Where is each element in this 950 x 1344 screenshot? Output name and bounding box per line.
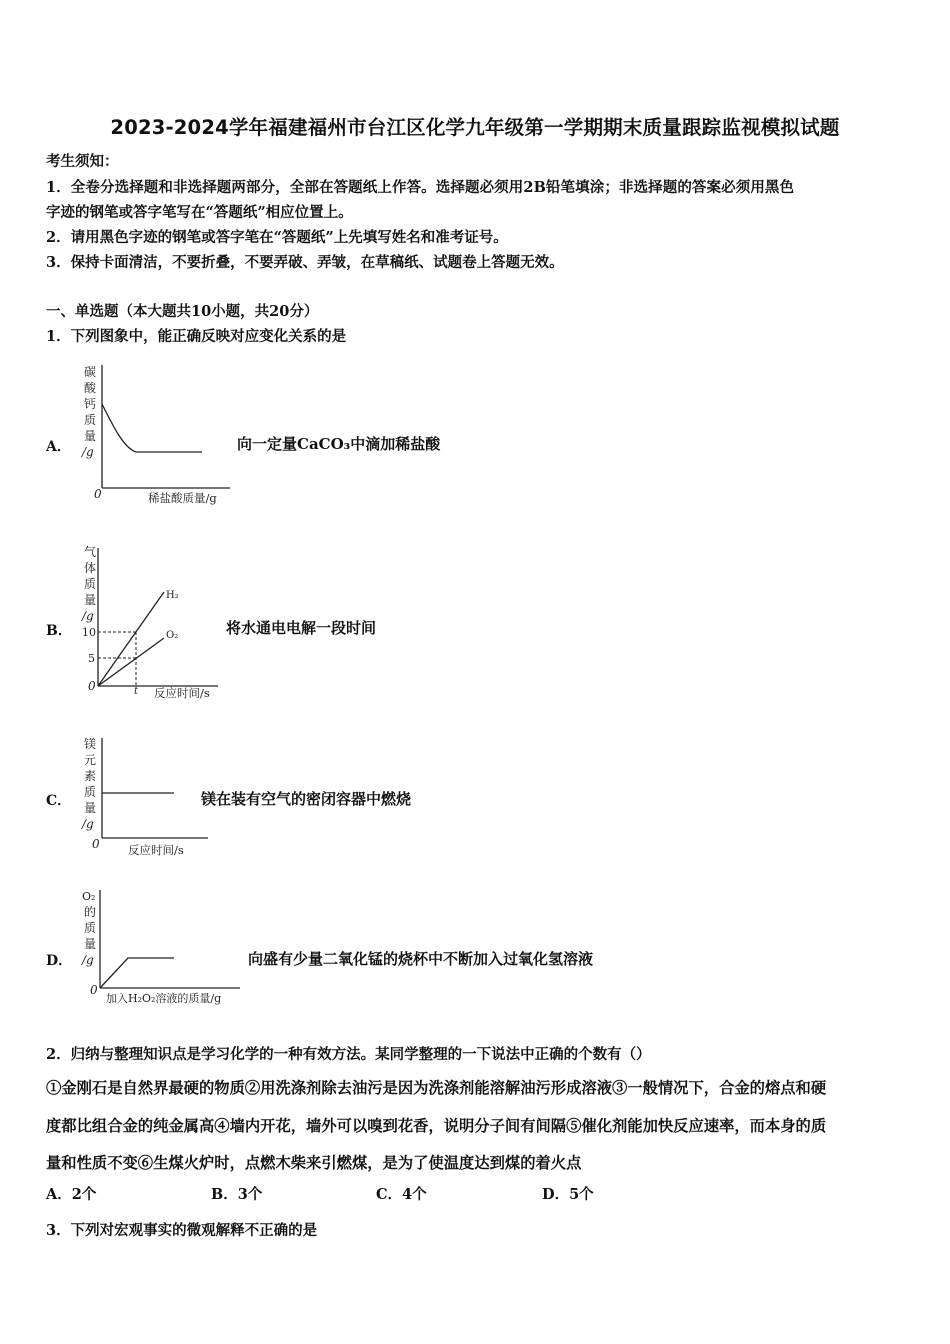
option-c-letter: C． — [46, 793, 72, 809]
y-label: 素 — [84, 769, 97, 783]
tick-label: 10 — [82, 626, 96, 639]
y-label: 气 — [84, 545, 97, 559]
option-b-caption: 将水通电电解一段时间 — [226, 619, 377, 637]
option-a-graph — [70, 360, 240, 510]
y-label: 钙 — [84, 397, 97, 411]
option-c-caption: 镁在装有空气的密闭容器中燃烧 — [201, 790, 412, 808]
question-2-line: 度都比组合金的纯金属高④墙内开花，墙外可以嗅到花香，说明分子间有间隔⑤催化剂能加快反应速率，而本身的质 — [46, 1117, 827, 1135]
o2-line — [98, 638, 164, 686]
notice-heading: 考生须知： — [46, 153, 119, 170]
option-b-letter: B． — [46, 623, 72, 639]
notice-item: 1．全卷分选择题和非选择题两部分，全部在答题纸上作答。选择题必须用2B铅笔填涂；非选择题的答案必须用黑色 — [46, 179, 795, 196]
y-label: 碳 — [84, 365, 97, 379]
question-1-stem: 1．下列图象中，能正确反映对应变化关系的是 — [46, 328, 347, 345]
y-label: 镁 — [84, 737, 97, 751]
x-label: 反应时间/s — [128, 843, 184, 857]
y-label: 的 — [84, 905, 97, 919]
q2-option-c: C．4个 — [376, 1186, 427, 1203]
y-label: 元 — [84, 753, 97, 767]
origin-label: 0 — [90, 983, 98, 997]
h2-line — [98, 592, 164, 686]
question-2-line: ①金刚石是自然界最硬的物质②用洗涤剂除去油污是因为洗涤剂能溶解油污形成溶液③一般情况下，合金的熔点和硬 — [46, 1079, 827, 1097]
option-d-letter: D． — [46, 953, 73, 969]
origin-label: 0 — [88, 679, 96, 693]
question-2-line: 量和性质不变⑥生煤火炉时，点燃木柴来引燃煤，是为了使温度达到煤的着火点 — [46, 1154, 582, 1172]
notice-item: 字迹的钢笔或答字笔写在“答题纸”相应位置上。 — [46, 204, 353, 221]
y-label: 体 — [84, 561, 97, 575]
y-label: 量 — [84, 593, 97, 607]
option-a-letter: A． — [46, 439, 71, 455]
y-label: 质 — [84, 577, 97, 591]
y-label: /g — [82, 953, 94, 967]
origin-label: 0 — [92, 837, 100, 851]
option-d-caption: 向盛有少量二氧化锰的烧杯中不断加入过氧化氢溶液 — [248, 950, 594, 968]
option-a-caption: 向一定量CaCO₃中滴加稀盐酸 — [237, 435, 441, 453]
y-label: 质 — [84, 785, 97, 799]
curve — [102, 404, 202, 452]
q2-option-a: A．2个 — [46, 1186, 97, 1203]
y-label: /g — [82, 445, 94, 459]
question-3-stem: 3．下列对宏观事实的微观解释不正确的是 — [46, 1222, 318, 1239]
origin-label: 0 — [94, 487, 102, 501]
option-d-graph — [70, 884, 255, 1010]
y-label: 量 — [84, 937, 97, 951]
series-label: O₂ — [166, 630, 179, 641]
y-label: /g — [82, 817, 94, 831]
x-label: 加入H₂O₂溶液的质量/g — [106, 992, 222, 1005]
y-label: 量 — [84, 429, 97, 443]
y-label: 质 — [84, 921, 97, 935]
y-label: /g — [82, 609, 94, 623]
option-b-graph — [70, 542, 240, 702]
y-label: 质 — [84, 413, 97, 427]
y-label: O₂ — [82, 890, 96, 903]
notice-item: 2．请用黑色字迹的钢笔或答字笔在“答题纸”上先填写姓名和准考证号。 — [46, 229, 508, 246]
section-heading: 一、单选题（本大题共10小题，共20分） — [46, 303, 319, 320]
x-label: 反应时间/s — [154, 686, 210, 700]
t-label: t — [134, 686, 139, 697]
y-label: 酸 — [84, 381, 97, 395]
q2-option-d: D．5个 — [542, 1186, 594, 1203]
curve — [100, 958, 174, 988]
series-label: H₂ — [166, 590, 179, 601]
x-label: 稀盐酸质量/g — [148, 491, 217, 505]
notice-item: 3．保持卡面清洁，不要折叠，不要弄破、弄皱，在草稿纸、试题卷上答题无效。 — [46, 254, 564, 271]
q2-option-b: B．3个 — [211, 1186, 263, 1203]
y-label: 量 — [84, 801, 97, 815]
page-title: 2023-2024学年福建福州市台江区化学九年级第一学期期末质量跟踪监视模拟试题 — [110, 116, 840, 139]
tick-label: 5 — [88, 652, 95, 665]
question-2-stem: 2．归纳与整理知识点是学习化学的一种有效方法。某同学整理的一下说法中正确的个数有（） — [46, 1046, 651, 1063]
